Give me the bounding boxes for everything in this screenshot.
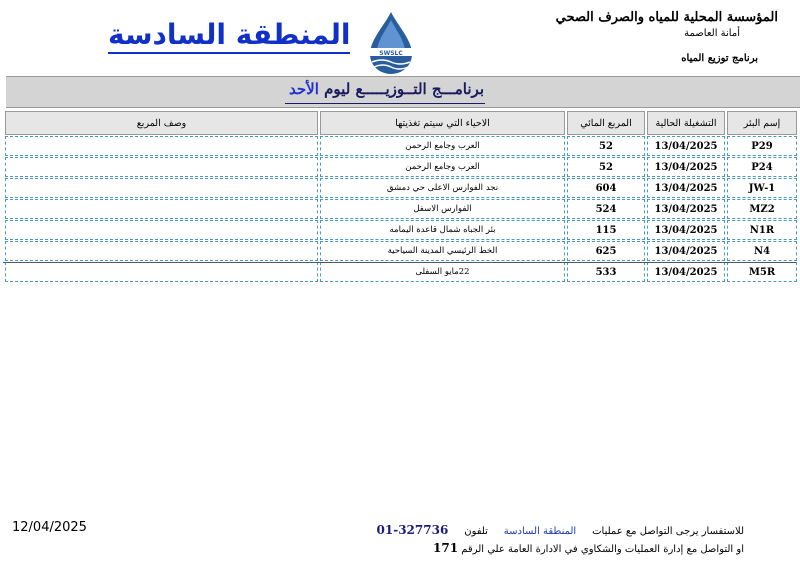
- distribution-table: [3, 110, 799, 283]
- column-header: إسم البئر: [727, 111, 797, 135]
- footer-text: او التواصل مع إدارة العمليات والشكاوي في الادارة العامة علي الرقم: [461, 544, 744, 555]
- cell-well: P29: [727, 136, 797, 156]
- program-label: برنامج توزيع المياه: [681, 53, 758, 64]
- cell-square: 533: [567, 262, 645, 282]
- cell-square: 524: [567, 199, 645, 219]
- cell-square: 52: [567, 157, 645, 177]
- footer-phone: 01-327736: [376, 523, 449, 537]
- table-row: [5, 157, 797, 177]
- cell-square: 625: [567, 241, 645, 261]
- table-row: [5, 220, 797, 240]
- region-title: المنطقة السادسة: [108, 18, 350, 54]
- cell-well: N1R: [727, 220, 797, 240]
- cell-well: N4: [727, 241, 797, 261]
- cell-areas: 22مايو السفلى: [320, 262, 565, 282]
- cell-areas: الفوارس الاسفل: [320, 199, 565, 219]
- banner-day: الأحد: [289, 80, 319, 98]
- table-row: [5, 241, 797, 261]
- cell-areas: العرب وجامع الرحمن: [320, 157, 565, 177]
- banner-underline: [285, 103, 485, 104]
- cell-square: 115: [567, 220, 645, 240]
- banner-day-prefix: ليوم: [324, 80, 351, 98]
- column-header: المربع المائي: [567, 111, 645, 135]
- footer-hotline: 171: [433, 541, 459, 555]
- column-header: الاحياء التي سيتم تغذيتها: [320, 111, 565, 135]
- org-name: المؤسسة المحلية للمياه والصرف الصحي: [555, 10, 778, 25]
- cell-date: 13/04/2025: [647, 241, 725, 261]
- table-bottom-rule: [3, 262, 796, 263]
- cell-desc: [5, 220, 318, 240]
- banner-title: [289, 80, 484, 98]
- cell-desc: [5, 178, 318, 198]
- cell-desc: [5, 136, 318, 156]
- cell-well: JW-1: [727, 178, 797, 198]
- logo-text: SWSLC: [379, 50, 403, 57]
- banner-prefix: برنامـــج التــوزيـــــع: [355, 80, 484, 98]
- column-header: وصف المربع: [5, 111, 318, 135]
- cell-areas: الخط الرئيسي المدينة السياحية: [320, 241, 565, 261]
- table-row: [5, 178, 797, 198]
- table-row: [5, 136, 797, 156]
- cell-date: 13/04/2025: [647, 220, 725, 240]
- footer-complaints-line: [433, 541, 744, 555]
- cell-well: M5R: [727, 262, 797, 282]
- cell-areas: العرب وجامع الرحمن: [320, 136, 565, 156]
- footer-phone-label: تلفون: [464, 526, 488, 537]
- footer-contact-line: [377, 523, 744, 537]
- print-date: 12/04/2025: [12, 520, 87, 535]
- cell-date: 13/04/2025: [647, 178, 725, 198]
- cell-date: 13/04/2025: [647, 136, 725, 156]
- cell-desc: [5, 157, 318, 177]
- footer-region: المنطقة السادسة: [503, 526, 577, 537]
- cell-date: 13/04/2025: [647, 157, 725, 177]
- cell-areas: نجد الفوارس الاعلى حي دمشق: [320, 178, 565, 198]
- cell-well: MZ2: [727, 199, 797, 219]
- cell-date: 13/04/2025: [647, 199, 725, 219]
- cell-desc: [5, 262, 318, 282]
- table-header-row: [5, 111, 797, 135]
- cell-date: 13/04/2025: [647, 262, 725, 282]
- footer-text: للاستفسار يرجى التواصل مع عمليات: [592, 526, 744, 537]
- column-header: التشغيلة الحالية: [647, 111, 725, 135]
- water-drop-logo-icon: [358, 10, 424, 76]
- org-subtitle: أمانة العاصمة: [684, 28, 740, 39]
- cell-areas: بئر الجباه شمال قاعدة اليمامه: [320, 220, 565, 240]
- cell-well: P24: [727, 157, 797, 177]
- cell-desc: [5, 241, 318, 261]
- table-row: [5, 199, 797, 219]
- table-row: [5, 262, 797, 282]
- cell-square: 52: [567, 136, 645, 156]
- cell-desc: [5, 199, 318, 219]
- cell-square: 604: [567, 178, 645, 198]
